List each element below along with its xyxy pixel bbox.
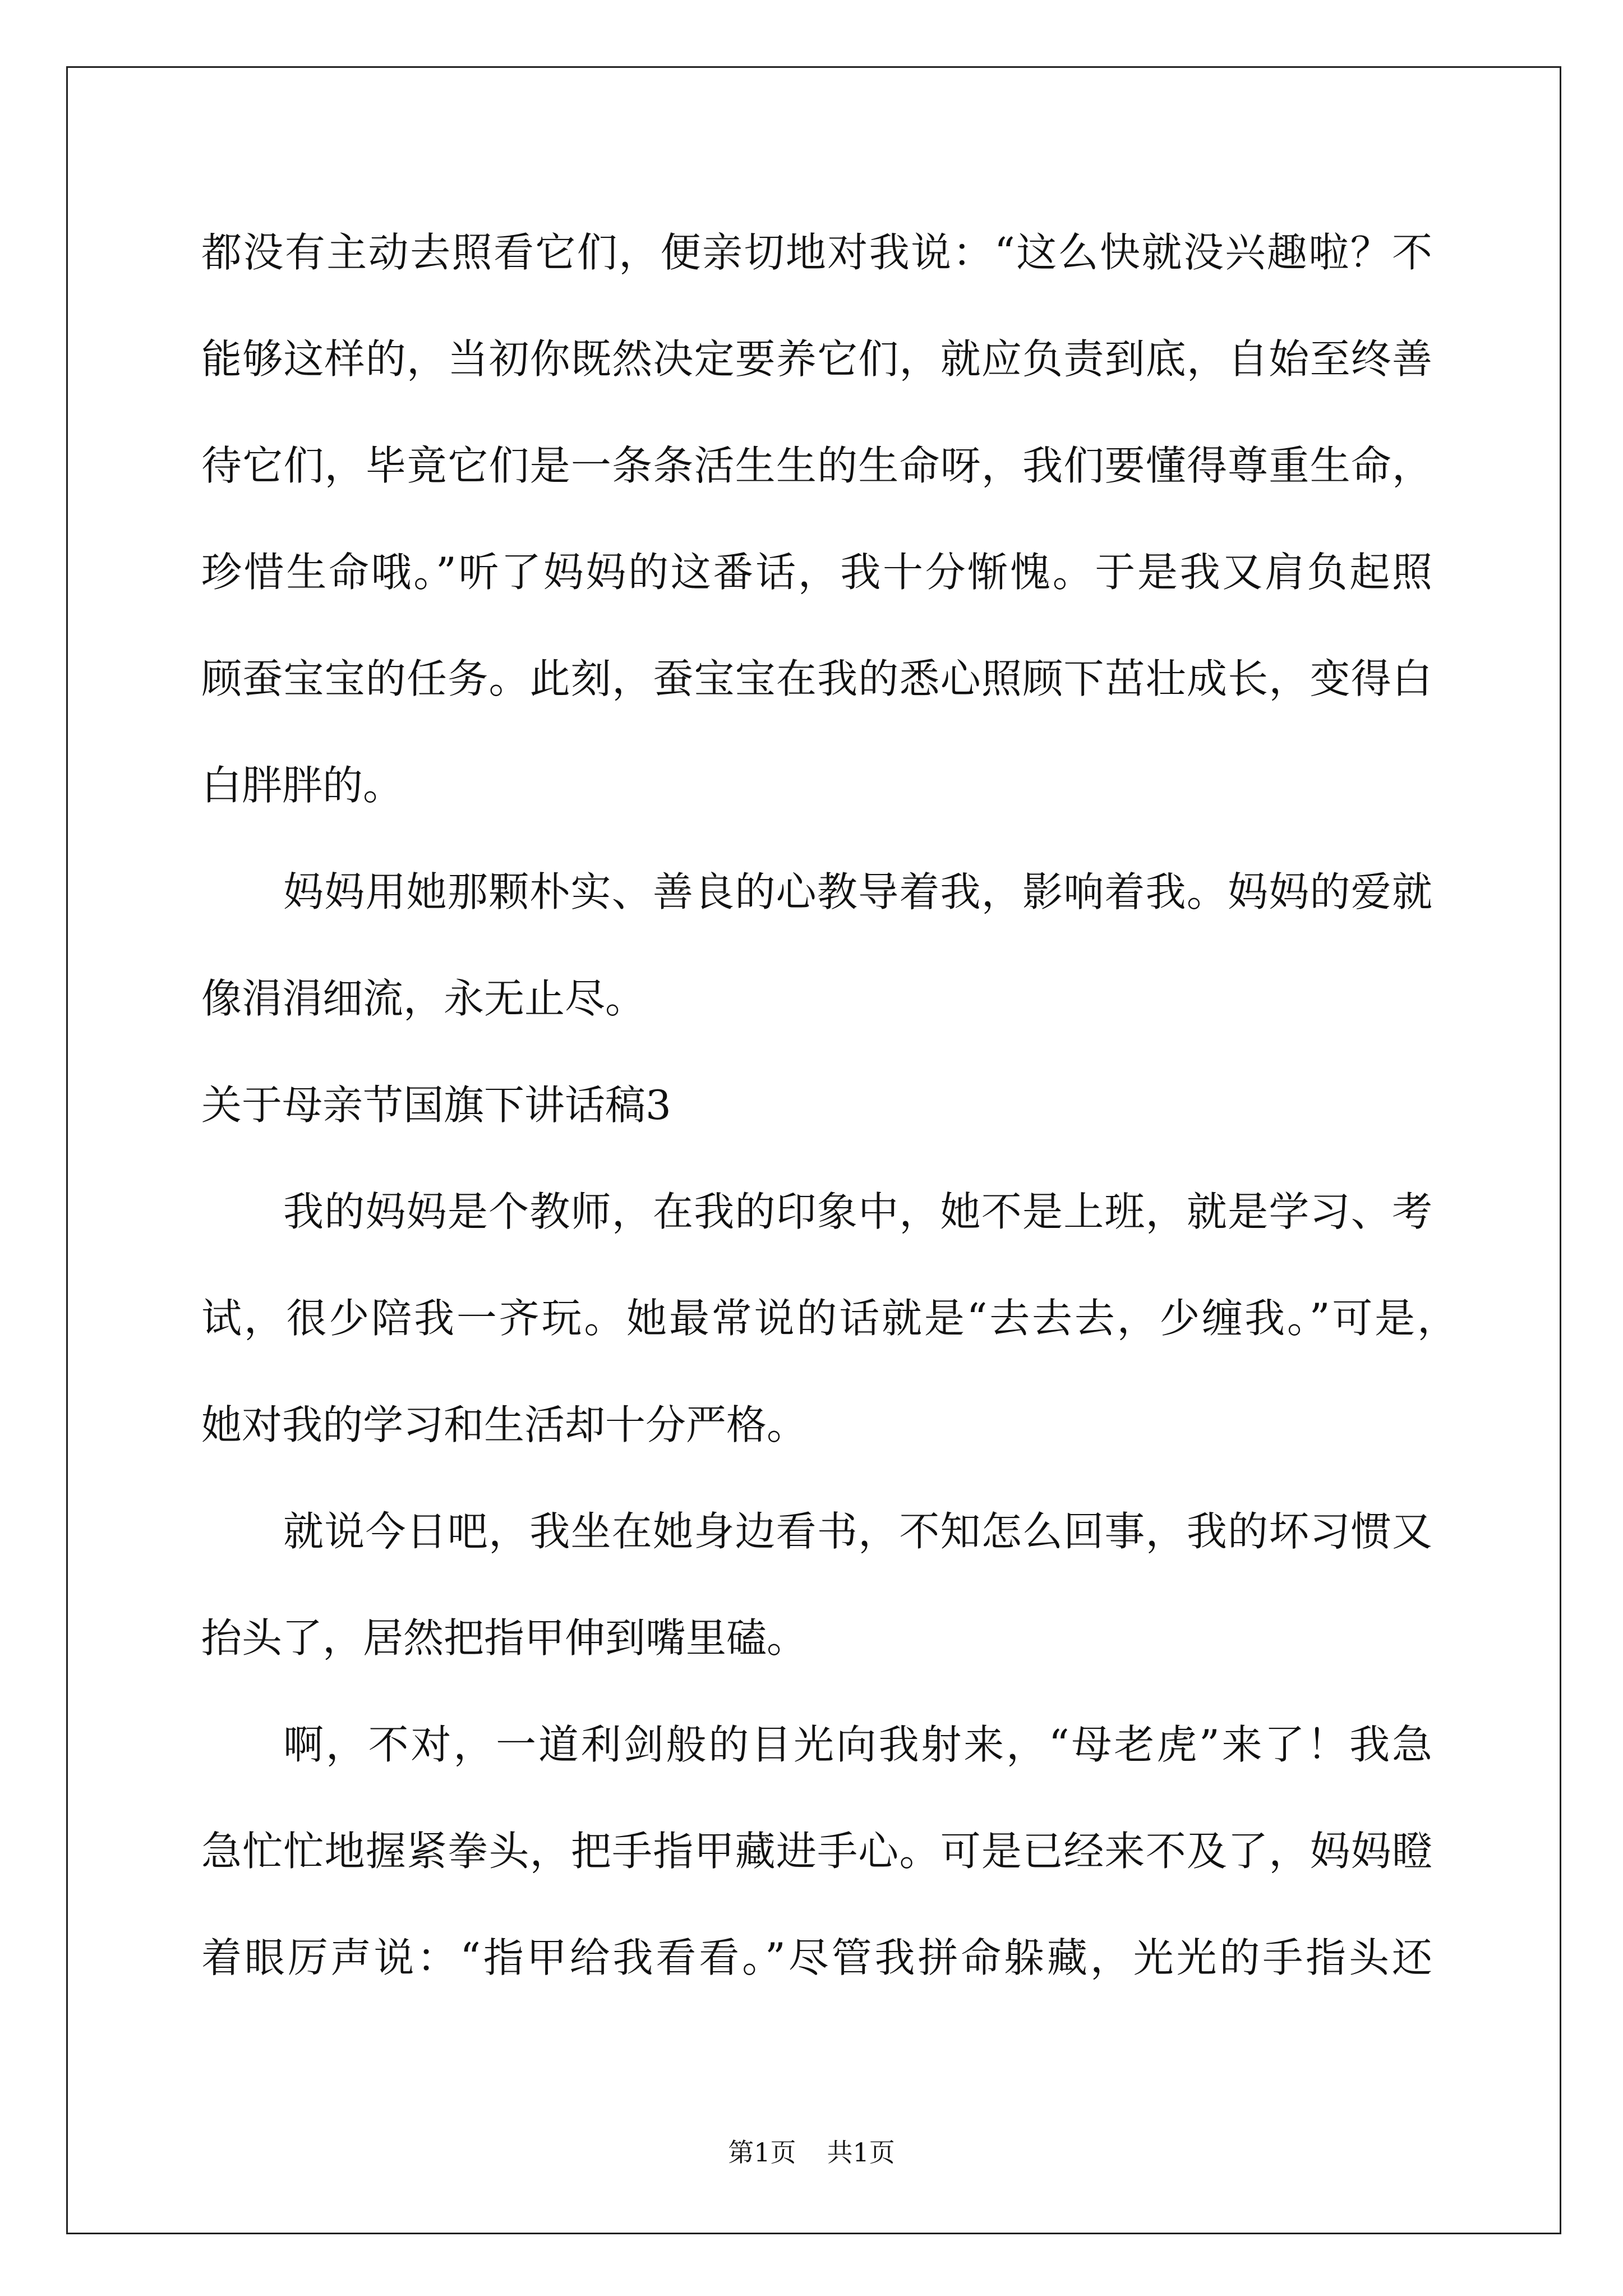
paragraph [201, 1691, 1432, 2011]
text-line: 我的妈妈是个教师，在我的印象中，她不是上班，就是学习、考 [283, 1188, 1432, 1235]
paragraph [201, 199, 1432, 839]
text-line: 啊，不对，一道利剑般的目光向我射来，“母老虎”来了！我急 [283, 1721, 1432, 1768]
text-line: 急忙忙地握紧拳头，把手指甲藏进手心。可是已经来不及了，妈妈瞪 [201, 1828, 1432, 1875]
paragraph [201, 1158, 1458, 1478]
paragraph [201, 839, 1432, 1052]
text-line: 抬头了，居然把指甲伸到嘴里磕。 [201, 1614, 808, 1662]
page-total: 共1页 [827, 2137, 895, 2168]
text-line: 待它们，毕竟它们是一条条活生生的生命呀，我们要懂得尊重生命， [201, 442, 1432, 489]
page-number: 第1页 [728, 2137, 796, 2168]
page-footer [0, 2136, 1623, 2169]
text-line: 都没有主动去照看它们，便亲切地对我说：“这么快就没兴趣啦？不 [201, 229, 1432, 276]
body-text [201, 199, 1458, 2011]
text-line: 顾蚕宝宝的任务。此刻，蚕宝宝在我的悉心照顾下茁壮成长，变得白 [201, 655, 1432, 702]
paragraph [201, 1478, 1432, 1691]
section-heading: 关于母亲节国旗下讲话稿3 [201, 1082, 671, 1129]
text-line: 就说今日吧，我坐在她身边看书，不知怎么回事，我的坏习惯又 [283, 1508, 1432, 1555]
text-line: 像涓涓细流，永无止尽。 [201, 975, 646, 1022]
text-line: 珍惜生命哦。”听了妈妈的这番话，我十分惭愧。于是我又肩负起照 [201, 549, 1432, 596]
text-line: 试，很少陪我一齐玩。她最常说的话就是“去去去，少缠我。”可是， [201, 1295, 1458, 1342]
text-line: 她对我的学习和生活却十分严格。 [201, 1401, 808, 1448]
text-line: 白胖胖的。 [201, 762, 404, 809]
text-line: 妈妈用她那颗朴实、善良的心教导着我，影响着我。妈妈的爱就 [283, 868, 1432, 915]
text-line: 能够这样的，当初你既然决定要养它们，就应负责到底，自始至终善 [201, 335, 1432, 383]
text-line: 着眼厉声说：“指甲给我看看。”尽管我拼命躲藏，光光的手指头还 [201, 1934, 1432, 1981]
